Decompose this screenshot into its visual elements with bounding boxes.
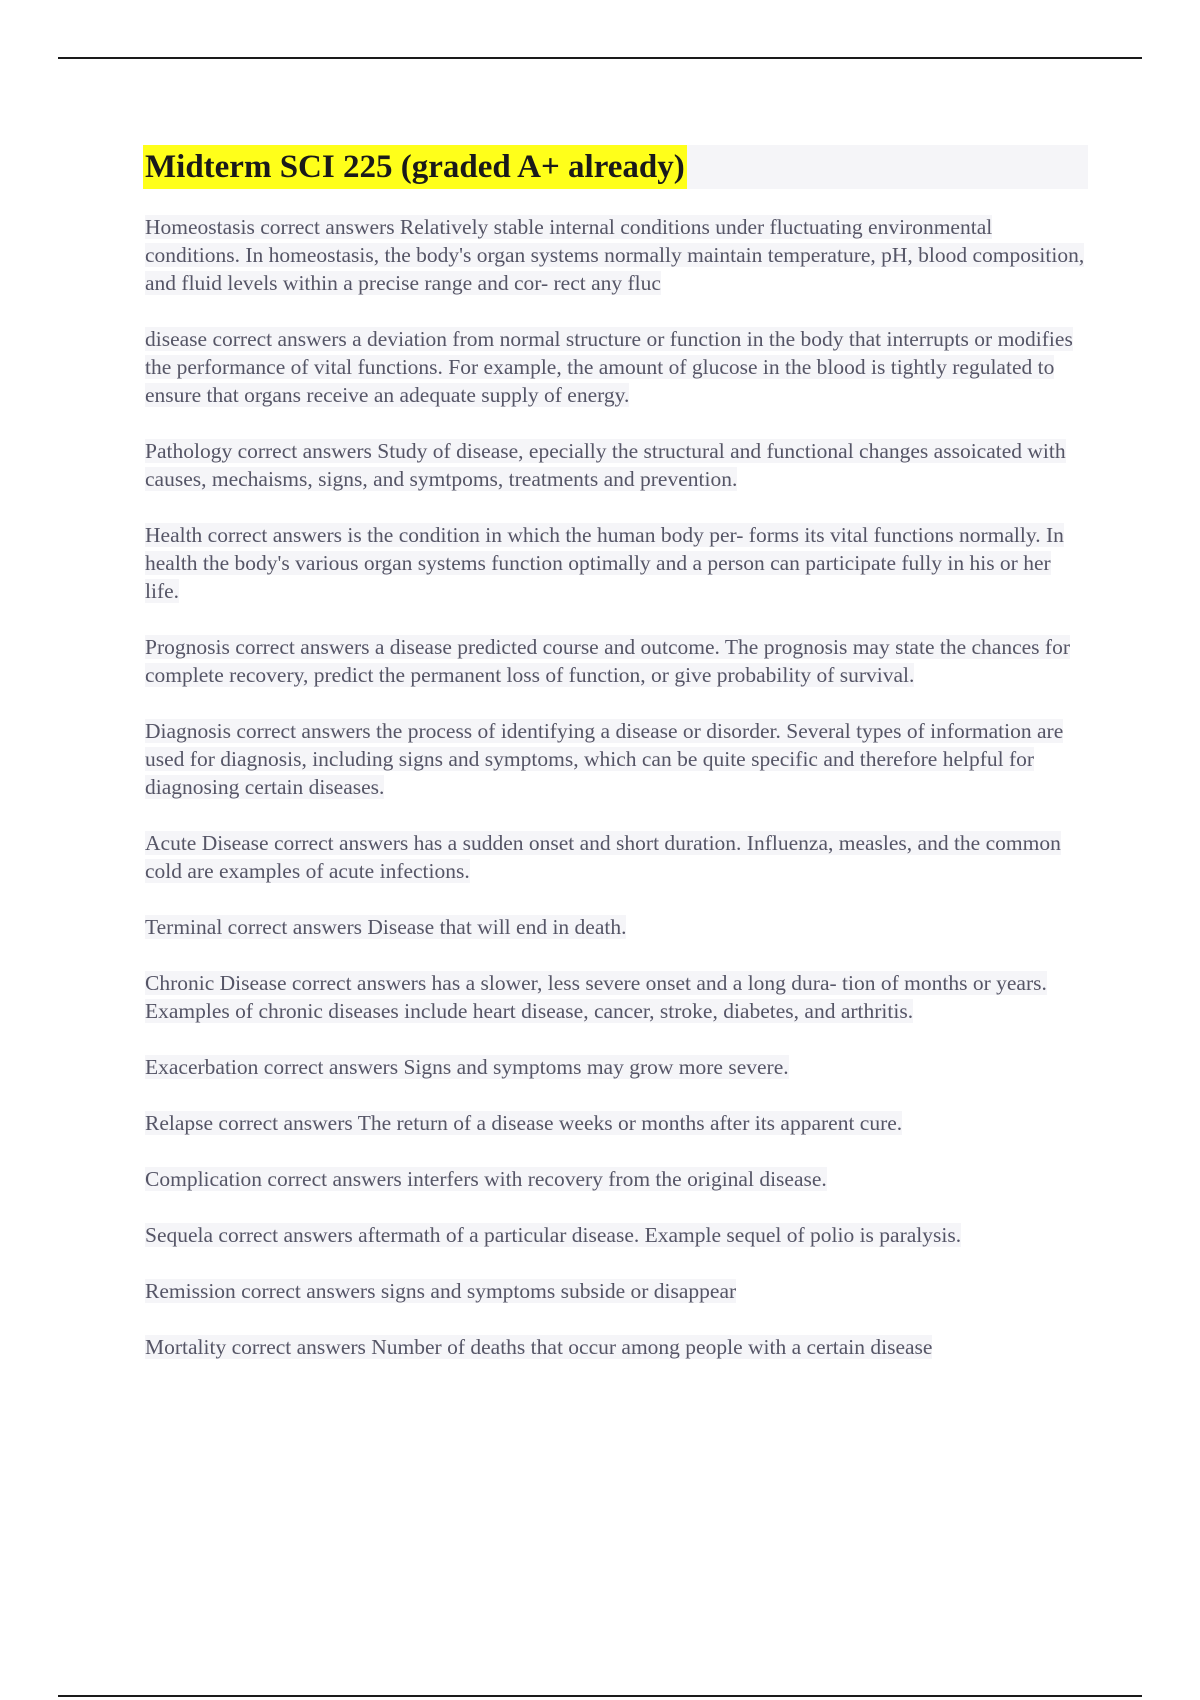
- entry-disease: [145, 325, 1088, 409]
- entry-text: Acute Disease correct answers has a sudden onset and short duration. Influenza, measles, and the common cold are examples of acute infections.: [145, 831, 1061, 883]
- entry-text: disease correct answers a deviation from normal structure or function in the body that interrupts or modifies the performance of vital functions. For example, the amount of glucose in the blood is tightly regulated to ensure that organs receive an adequate supply of energy.: [145, 327, 1073, 407]
- flashcard-list: [145, 213, 1088, 1361]
- entry-text: Pathology correct answers Study of disease, epecially the structural and functional changes assoicated with causes, mechaisms, signs, and symtpoms, treatments and prevention.: [145, 439, 1066, 491]
- entry-remission: [145, 1277, 1088, 1305]
- entry-text: Homeostasis correct answers Relatively stable internal conditions under fluctuating environmental conditions. In homeostasis, the body's organ systems normally maintain temperature, pH, blood composition, and fluid levels within a precise range and cor- rect any fluc: [145, 215, 1085, 295]
- entry-text: Health correct answers is the condition in which the human body per- forms its vital functions normally. In health the body's various organ systems function optimally and a person can participate fully in his or her life.: [145, 523, 1064, 603]
- entry-sequela: [145, 1221, 1088, 1249]
- entry-exacerbation: [145, 1053, 1088, 1081]
- entry-acute-disease: [145, 829, 1088, 885]
- entry-homeostasis: [145, 213, 1088, 297]
- entry-text: Remission correct answers signs and symptoms subside or disappear: [145, 1279, 737, 1303]
- entry-relapse: [145, 1109, 1088, 1137]
- entry-pathology: [145, 437, 1088, 493]
- entry-text: Exacerbation correct answers Signs and symptoms may grow more severe.: [145, 1055, 789, 1079]
- entry-terminal: [145, 913, 1088, 941]
- entry-health: [145, 521, 1088, 605]
- entry-text: Terminal correct answers Disease that will end in death.: [145, 915, 627, 939]
- entry-text: Diagnosis correct answers the process of identifying a disease or disorder. Several types of information are used for diagnosis, including signs and symptoms, which can be quite specific and therefore helpful for diagnosing certain diseases.: [145, 719, 1064, 799]
- entry-complication: [145, 1165, 1088, 1193]
- entry-prognosis: [145, 633, 1088, 689]
- entry-text: Sequela correct answers aftermath of a particular disease. Example sequel of polio is paralysis.: [145, 1223, 962, 1247]
- entry-text: Relapse correct answers The return of a disease weeks or months after its apparent cure.: [145, 1111, 903, 1135]
- entry-mortality: [145, 1333, 1088, 1361]
- entry-chronic-disease: [145, 969, 1088, 1025]
- document-title: Midterm SCI 225 (graded A+ already): [143, 145, 687, 189]
- top-rule: [58, 57, 1142, 59]
- entry-text: Chronic Disease correct answers has a slower, less severe onset and a long dura- tion of months or years. Examples of chronic diseases include heart disease, cancer, stroke, diabetes, and arthritis.: [145, 971, 1047, 1023]
- entry-diagnosis: [145, 717, 1088, 801]
- entry-text: Mortality correct answers Number of deaths that occur among people with a certain disease: [145, 1335, 933, 1359]
- entry-text: Prognosis correct answers a disease predicted course and outcome. The prognosis may state the chances for complete recovery, predict the permanent loss of function, or give probability of survival.: [145, 635, 1070, 687]
- bottom-rule: [58, 1695, 1142, 1697]
- document-page: [145, 145, 1088, 1389]
- entry-text: Complication correct answers interfers with recovery from the original disease.: [145, 1167, 827, 1191]
- title-band: [145, 145, 1088, 189]
